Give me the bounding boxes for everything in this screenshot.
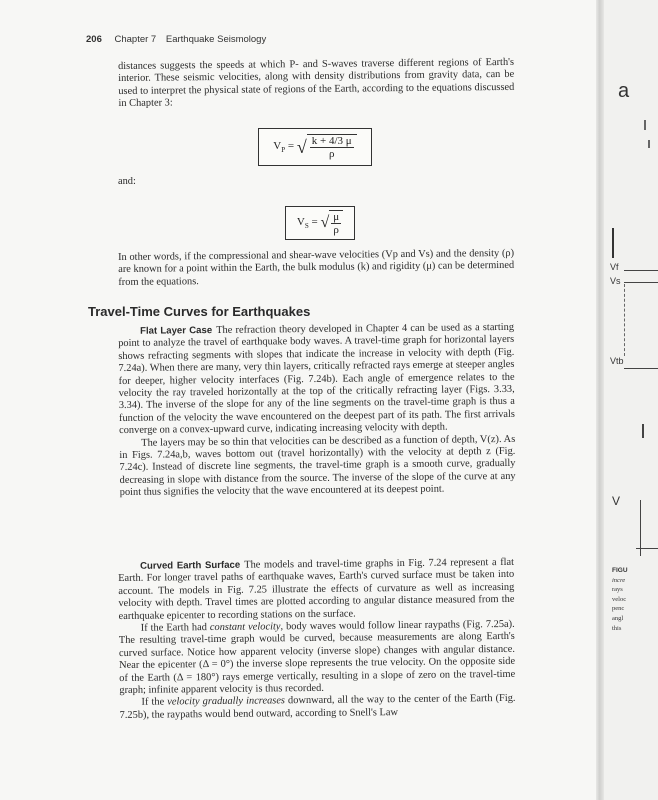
vs-lhs: $V_S$ = — [296, 215, 321, 231]
vf-label: Vf — [610, 262, 619, 272]
vs-denominator: ρ — [333, 224, 339, 236]
caption-line: veloc — [612, 595, 627, 603]
equation-vp — [258, 128, 372, 166]
raypath-dashed — [624, 284, 625, 356]
vtb-label: Vtb — [610, 356, 624, 366]
section-title: Travel-Time Curves for Earthquakes — [88, 304, 311, 319]
axis-tick — [644, 120, 646, 130]
figure-part-label: a — [618, 80, 630, 102]
flat-layer-runin: Flat Layer Case — [139, 325, 213, 337]
equation-vs — [285, 206, 355, 240]
page-gutter — [596, 0, 604, 800]
axis-tick — [642, 424, 644, 438]
vs-numerator: μ — [333, 211, 340, 223]
curved-earth-paragraph-2: If the Earth had constant velocity, body waves would follow linear raypaths (Fig. 7.25a). The resulting travel-time graph would be curved, because measurements are along Earth's curved surface. Notice how apparent velocity (inverse slope) changes with angular distance. Near the epicenter (Δ = 0°) the inverse slope represents the true velocity. On the opposite side of the Earth (Δ = 180°) rays emerge vertically, resulting in a slope of zero on the travel-time graph; infinite apparent velocity is thus recorded. — [118, 618, 516, 697]
sqrt-icon: √ — [296, 136, 307, 157]
page-number: 206 — [86, 34, 102, 45]
curved-earth-runin: Curved Earth Surface — [139, 559, 241, 572]
caption-line: penc — [612, 605, 625, 613]
layer-boundary — [624, 282, 658, 283]
curved-earth-paragraph-3: If the velocity gradually increases downward, all the way to the center of the Earth (Fig. 7.25b), the raypaths would bend outward, according to Snell's Law — [119, 693, 516, 721]
flat-layer-block — [118, 322, 516, 500]
figure-caption-fragment — [612, 566, 628, 633]
vp-fraction — [307, 134, 357, 160]
vp-lhs: $V_P$ = — [273, 139, 297, 155]
caption-line: rays — [612, 586, 623, 594]
vs-label: Vs — [610, 276, 621, 286]
after-equation-paragraph: In other words, if the compressional and shear-wave velocities (Vp and Vs) and the density (ρ) are known for a point within the Earth, the bulk modulus (k) and rigidity (μ) can be determined from the equations. — [118, 247, 515, 288]
layer-boundary — [624, 270, 658, 271]
curved-earth-block — [118, 557, 516, 722]
sqrt-icon: √ — [320, 214, 330, 231]
caption-line: incre — [612, 576, 626, 584]
caption-line: angl — [612, 614, 624, 622]
chapter-label: Chapter 7 — [114, 34, 157, 45]
axis-line — [636, 548, 658, 549]
facing-page-edge — [604, 0, 658, 800]
flat-layer-paragraph-2: The layers may be so thin that velocities can be described as a function of depth, V(z). As in Figs. 7.24a,b, waves bottom out (travel horizontally) with the velocity at depth z (Fig. 7.24c). Instead of discrete line segments, the travel-time graph is a smooth curve, gradually decreasing in slope with distance from the source. The inverse of the slope of the curve at any point thus signifies the velocity that the wave encountered at its deepest point. — [119, 433, 516, 499]
caption-line: FIGU — [612, 567, 628, 574]
and-label: and: — [118, 176, 136, 187]
axis-line — [612, 228, 614, 258]
flat-layer-paragraph-1: Flat Layer Case The refraction theory developed in Chapter 4 can be used as a starting point to analyze the travel of earthquake body waves. A travel-time graph for horizontal layers shows refracting segments with slopes that indicate the increase in velocity with depth (Fig. 7.24a). When there are many, very thin layers, critically refracted rays emerge at steeper angles for deeper, higher velocity interfaces (Fig. 7.24b). Each angle of emergence relates to the velocity the ray traveled horizontally at the top of the critically refracting layer (Figs. 3.33, 3.34). The inverse of the slope for any of the line segments on the travel-time graph is thus a function of the velocity the wave encountered on the deepest part of its path. The first arrivals converge on a convex-upward curve, indicating increasing velocity with depth. — [118, 321, 516, 437]
v-label: V — [612, 494, 621, 508]
vp-numerator: k + 4/3 μ — [311, 135, 352, 147]
curved-earth-paragraph-1: Curved Earth Surface The models and travel-time graphs in Fig. 7.24 represent a flat Earth. For longer travel paths of earthquake waves, Earth's curved surface must be taken into account. The models in Fig. 7.25 illustrate the effects of curvature as well as increasing velocity with depth. Travel times are plotted according to angular distance measured from the earthquake epicenter to recording stations on the surface. — [118, 556, 515, 622]
axis-tick — [648, 140, 650, 148]
intro-paragraph: distances suggests the speeds at which P- and S-waves traverse different regions of Earth's interior. These seismic velocities, along with density distributions from gravity data, can be used to interpret the physical state of regions of the Earth, according to the equations discussed in Chapter 3: — [118, 56, 515, 110]
running-header — [86, 34, 273, 45]
chapter-title: Earthquake Seismology — [165, 34, 267, 45]
layer-boundary — [624, 368, 658, 369]
vp-denominator: ρ — [328, 148, 335, 160]
caption-line: this — [612, 624, 622, 632]
vs-fraction — [329, 210, 343, 236]
